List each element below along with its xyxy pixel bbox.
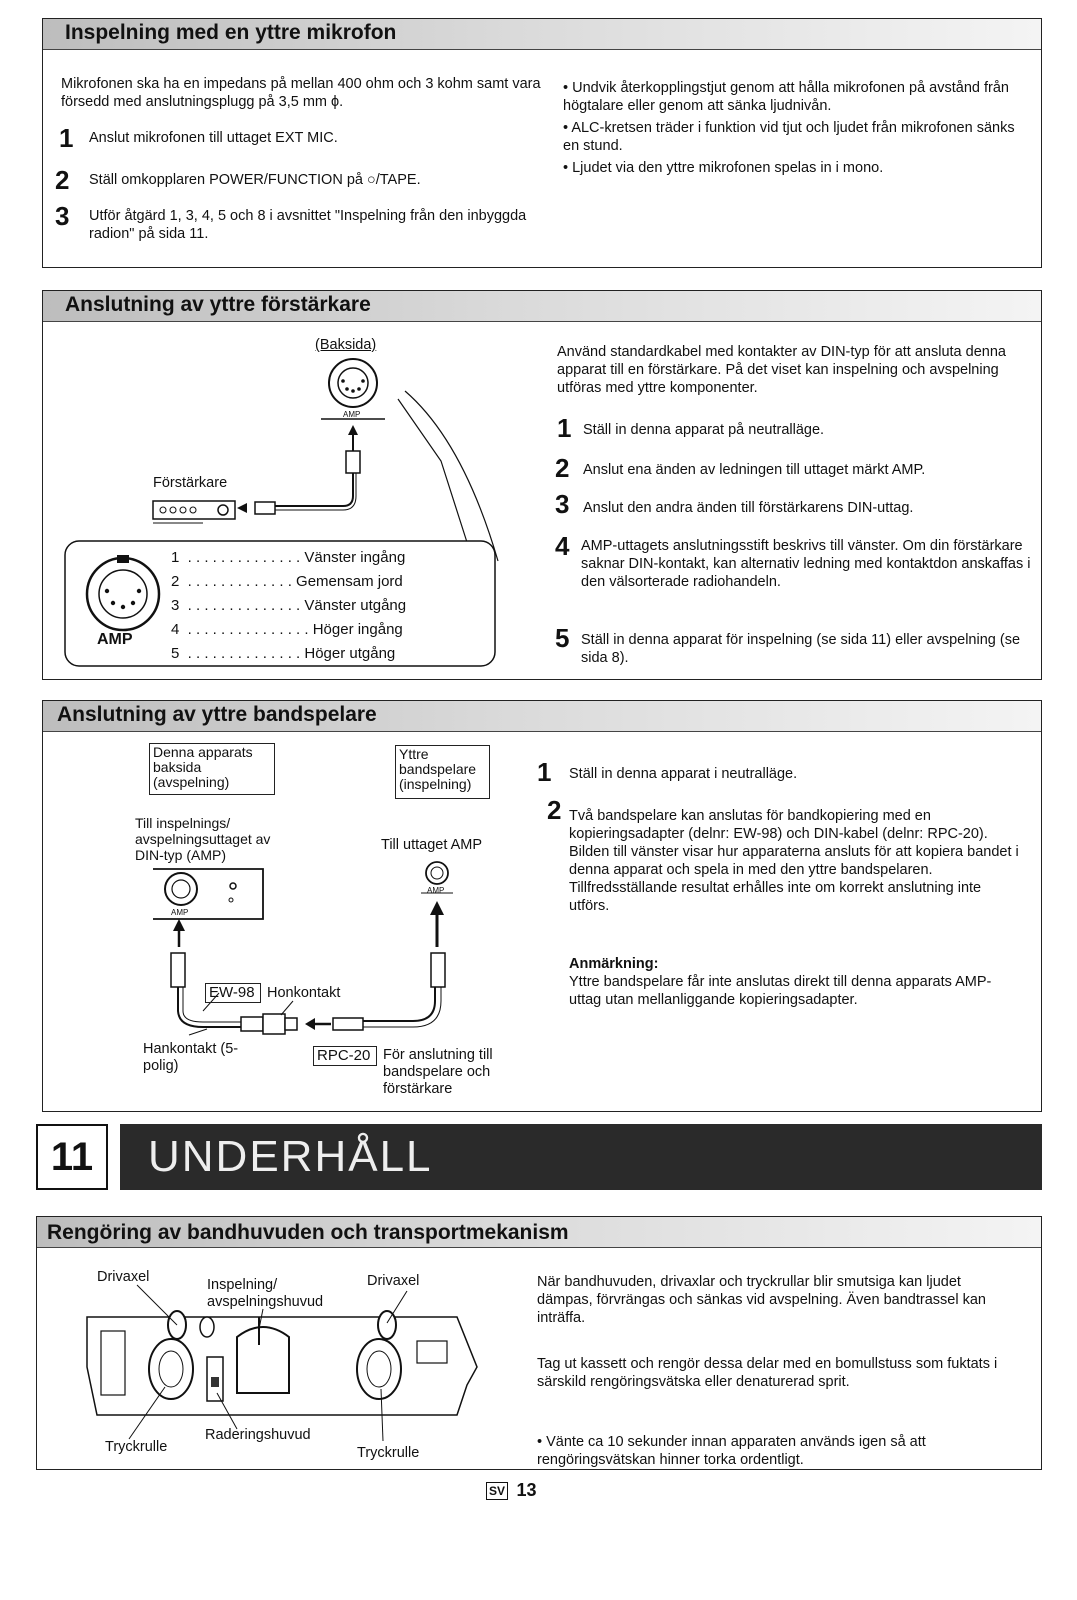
chapter-title-banner xyxy=(120,1124,1042,1190)
step-text: Anslut den andra änden till förstärkarens DIN-uttag. xyxy=(583,500,914,516)
pin-row: 3 . . . . . . . . . . . . . . Vänster utgång xyxy=(171,597,407,614)
section-title: Anslutning av yttre förstärkare xyxy=(65,293,371,316)
intro-text: Mikrofonen ska ha en impedans på mellan 400 ohm och 3 kohm samt vara försedd med anslutningsplugg på 3,5 mm ϕ. xyxy=(61,76,541,110)
step-number: 3 xyxy=(55,201,70,231)
rpc20-label: RPC-20 xyxy=(313,1046,377,1066)
section-title: Rengöring av bandhuvuden och transportmekanism xyxy=(47,1221,569,1244)
pin-row: 4 . . . . . . . . . . . . . . . Höger ingång xyxy=(171,621,403,638)
step-number: 1 xyxy=(557,413,572,443)
din-socket-label: Till inspelnings/ avspelningsuttaget av DIN-typ (AMP) xyxy=(135,815,271,863)
step-text: AMP-uttagets anslutningsstift beskrivs till vänster. Om din förstärkare saknar DIN-kontakt, kan alternativ ledning med kontaktdon anskaffas i den välsorterade radiohandeln. xyxy=(581,538,1031,590)
step-text: Två bandspelare kan anslutas för bandkopiering med en kopieringsadapter (delnr: EW-98) och DIN-kabel (delnr: RPC-20). Bilden till vänster visar hur apparaterna ansluts för att kopiera bandet i denna apparat och spela in med den yttre bandspelaren. Tillfredsställande resultat erhålles inte om korrekt anslutning inte utförs. xyxy=(569,808,1019,914)
external-recorder-box: Yttre bandspelare (inspelning) xyxy=(395,745,490,799)
capstan-left-label: Drivaxel xyxy=(97,1269,150,1285)
intro-text: Använd standardkabel med kontakter av DIN-typ för att ansluta denna apparat till en förstärkare. På det viset kan inspelning och avspelning utföras med yttre komponenter. xyxy=(557,344,1006,396)
amp-socket-label: Till uttaget AMP xyxy=(381,837,483,853)
bullet-item: • Ljudet via den yttre mikrofonen spelas in i mono. xyxy=(563,160,884,176)
roller-left-label: Tryckrulle xyxy=(105,1439,168,1455)
step-number: 4 xyxy=(555,531,570,561)
section-header xyxy=(43,19,1041,50)
section-title: Anslutning av yttre bandspelare xyxy=(57,703,377,726)
step-number: 2 xyxy=(555,453,570,483)
paragraph: När bandhuvuden, drivaxlar och tryckrullar blir smutsiga kan ljudet dämpas, förvrängas och sänkas vid avspelning. Även bandtrassel kan inträffa. xyxy=(537,1274,986,1326)
step-text: Ställ in denna apparat på neutralläge. xyxy=(583,422,825,438)
section-external-tape-recorder xyxy=(42,700,1042,1112)
bullet-item: • Undvik återkopplingstjut genom att hålla mikrofonen på avstånd från högtalare eller genom att sänka ljudnivån. xyxy=(563,80,1009,114)
step-text: Anslut mikrofonen till uttaget EXT MIC. xyxy=(89,130,338,146)
section-external-microphone xyxy=(42,18,1042,268)
step-number: 5 xyxy=(555,623,570,653)
amp-label: AMP xyxy=(171,908,189,917)
erase-head-label: Raderingshuvud xyxy=(205,1427,311,1443)
paragraph: Tag ut kassett och rengör dessa delar med en bomullstuss som fuktats i särskild rengöringsvätska eller denaturerad sprit. xyxy=(537,1356,998,1390)
amplifier-label: Förstärkare xyxy=(153,475,228,491)
step-text: Utför åtgärd 1, 3, 4, 5 och 8 i avsnittet "Inspelning från den inbyggda radion" på sida 11. xyxy=(89,208,527,242)
note-text: Yttre bandspelare får inte anslutas direkt till denna apparats AMP-uttag utan mellanliggande kopieringsadapter. xyxy=(569,974,992,1008)
amp-big-label: AMP xyxy=(97,631,133,648)
female-connector-label: Honkontakt xyxy=(267,985,341,1001)
step-number: 2 xyxy=(55,165,70,195)
rpc20-description: För anslutning till bandspelare och förstärkare xyxy=(383,1047,493,1097)
section-external-amplifier xyxy=(42,290,1042,680)
step-number: 1 xyxy=(537,757,552,787)
step-text: Anslut ena änden av ledningen till uttaget märkt AMP. xyxy=(583,462,926,478)
step-number: 1 xyxy=(59,123,74,153)
chapter-number: 11 xyxy=(36,1124,108,1190)
amp-small-label: AMP xyxy=(343,410,361,419)
language-badge: SV xyxy=(486,1482,508,1500)
page-footer xyxy=(486,1480,537,1504)
step-text: Ställ omkopplaren POWER/FUNCTION på ○/TAPE. xyxy=(89,172,421,188)
pin-row: 1 . . . . . . . . . . . . . . Vänster ingång xyxy=(171,549,406,566)
note-title: Anmärkning: xyxy=(569,956,659,972)
section-title: Inspelning med en yttre mikrofon xyxy=(65,21,397,44)
male-connector-label: Hankontakt (5-polig) xyxy=(143,1041,239,1074)
bullet-item: • ALC-kretsen träder i funktion vid tjut och ljudet från mikrofonen sänks en stund. xyxy=(563,120,1015,154)
chapter-title: UNDERHÅLL xyxy=(148,1132,433,1181)
step-number: 3 xyxy=(555,489,570,519)
pin-row: 5 . . . . . . . . . . . . . . Höger utgång xyxy=(171,645,396,662)
this-unit-box: Denna apparats baksida (avspelning) xyxy=(149,743,275,795)
amp-label: AMP xyxy=(427,886,445,895)
page-number: 13 xyxy=(516,1480,537,1500)
capstan-right-label: Drivaxel xyxy=(367,1273,420,1289)
roller-right-label: Tryckrulle xyxy=(357,1445,420,1461)
section-head-cleaning xyxy=(36,1216,1042,1470)
step-text: Ställ in denna apparat i neutralläge. xyxy=(569,766,798,782)
head-label: Inspelning/ avspelningshuvud xyxy=(207,1277,324,1310)
pin-row: 2 . . . . . . . . . . . . . Gemensam jord xyxy=(171,573,403,590)
step-text: Ställ in denna apparat för inspelning (se sida 11) eller avspelning (se sida 8). xyxy=(581,632,1021,666)
step-number: 2 xyxy=(547,795,562,825)
bullet-item: • Vänte ca 10 sekunder innan apparaten används igen så att rengöringsvätskan hinner torka ordentligt. xyxy=(537,1434,926,1468)
ew98-label: EW-98 xyxy=(205,983,261,1003)
rear-side-label: (Baksida) xyxy=(315,337,377,353)
